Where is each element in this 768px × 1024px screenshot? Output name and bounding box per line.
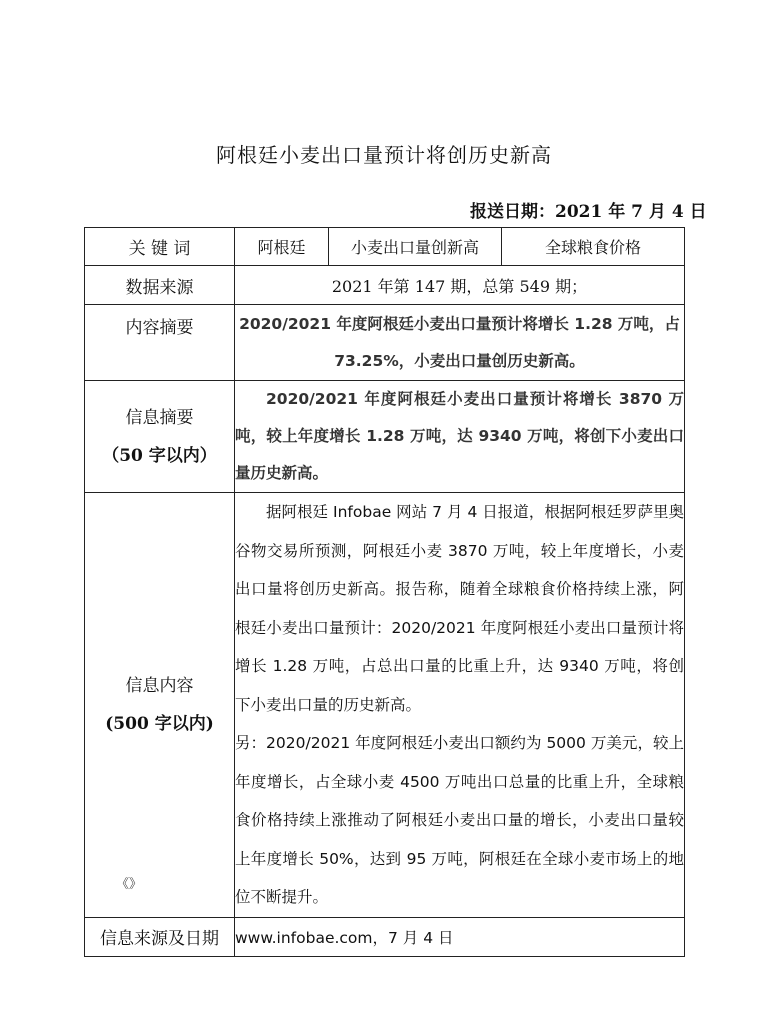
content-value [235,493,685,918]
summary-row [85,305,685,381]
abstract-value [235,381,685,493]
content-label [85,493,235,918]
source-value: www.infobae.com，7 月 4 日 [235,917,685,956]
keyword-2: 小麦出口量创新高 [329,228,502,266]
content-label-sub: (500 字以内) [105,713,214,734]
report-date: 报送日期：2021 年 7 月 4 日 [470,202,707,222]
keywords-label: 关 键 词 [85,228,235,266]
content-paragraph-1: 据阿根廷 Infobae 网站 7 月 4 日报道，根据阿根廷罗萨里奥谷物交易所预测，阿根廷小麦 3870 万吨，较上年度增长，小麦出口量将创历史新高。报告称，随着全球粮食价格持续上涨，阿根廷小麦出口量预计：2020/2021 年度阿根廷小麦出口量预计将增长 1.28 万吨，占总出口量的比重上升，达 9340 万吨，将创下小麦出口量的历史新高。 [235,503,684,714]
abstract-label [85,381,235,493]
source-row [85,917,685,956]
keywords-row [85,228,685,266]
data-source-value: 2021 年第 147 期，总第 549 期； [235,266,685,305]
abstract-label-sub: （50 字以内） [102,445,217,466]
document-title: 阿根廷小麦出口量预计将创历史新高 [216,143,552,167]
summary-line-2: 73.25%，小麦出口量创历史新高。 [334,351,585,370]
summary-label: 内容摘要 [85,305,235,381]
footnote: 《》 [116,877,143,892]
info-table [84,227,685,957]
summary-line-1: 2020/2021 年度阿根廷小麦出口量预计将增长 1.28 万吨，占 [239,314,680,333]
keyword-1: 阿根廷 [235,228,329,266]
content-label-main: 信息内容 [125,675,194,696]
data-source-row [85,266,685,305]
content-paragraph-2: 另：2020/2021 年度阿根廷小麦出口额约为 5000 万美元，较上年度增长，占全球小麦 4500 万吨出口总量的比重上升，全球粮食价格持续上涨推动了阿根廷小麦出口量的增长，小麦出口量较上年度增长 50%，达到 95 万吨，阿根廷在全球小麦市场上的地位不断提升。 [235,734,684,906]
keyword-3: 全球粮食价格 [502,228,685,266]
abstract-text: 2020/2021 年度阿根廷小麦出口量预计将增长 3870 万吨，较上年度增长 1.28 万吨，达 9340 万吨，将创下小麦出口量历史新高。 [235,390,684,482]
source-label: 信息来源及日期 [85,917,235,956]
summary-value [235,305,685,381]
abstract-label-main: 信息摘要 [125,407,194,428]
abstract-row [85,381,685,493]
data-source-label: 数据来源 [85,266,235,305]
content-row [85,493,685,918]
